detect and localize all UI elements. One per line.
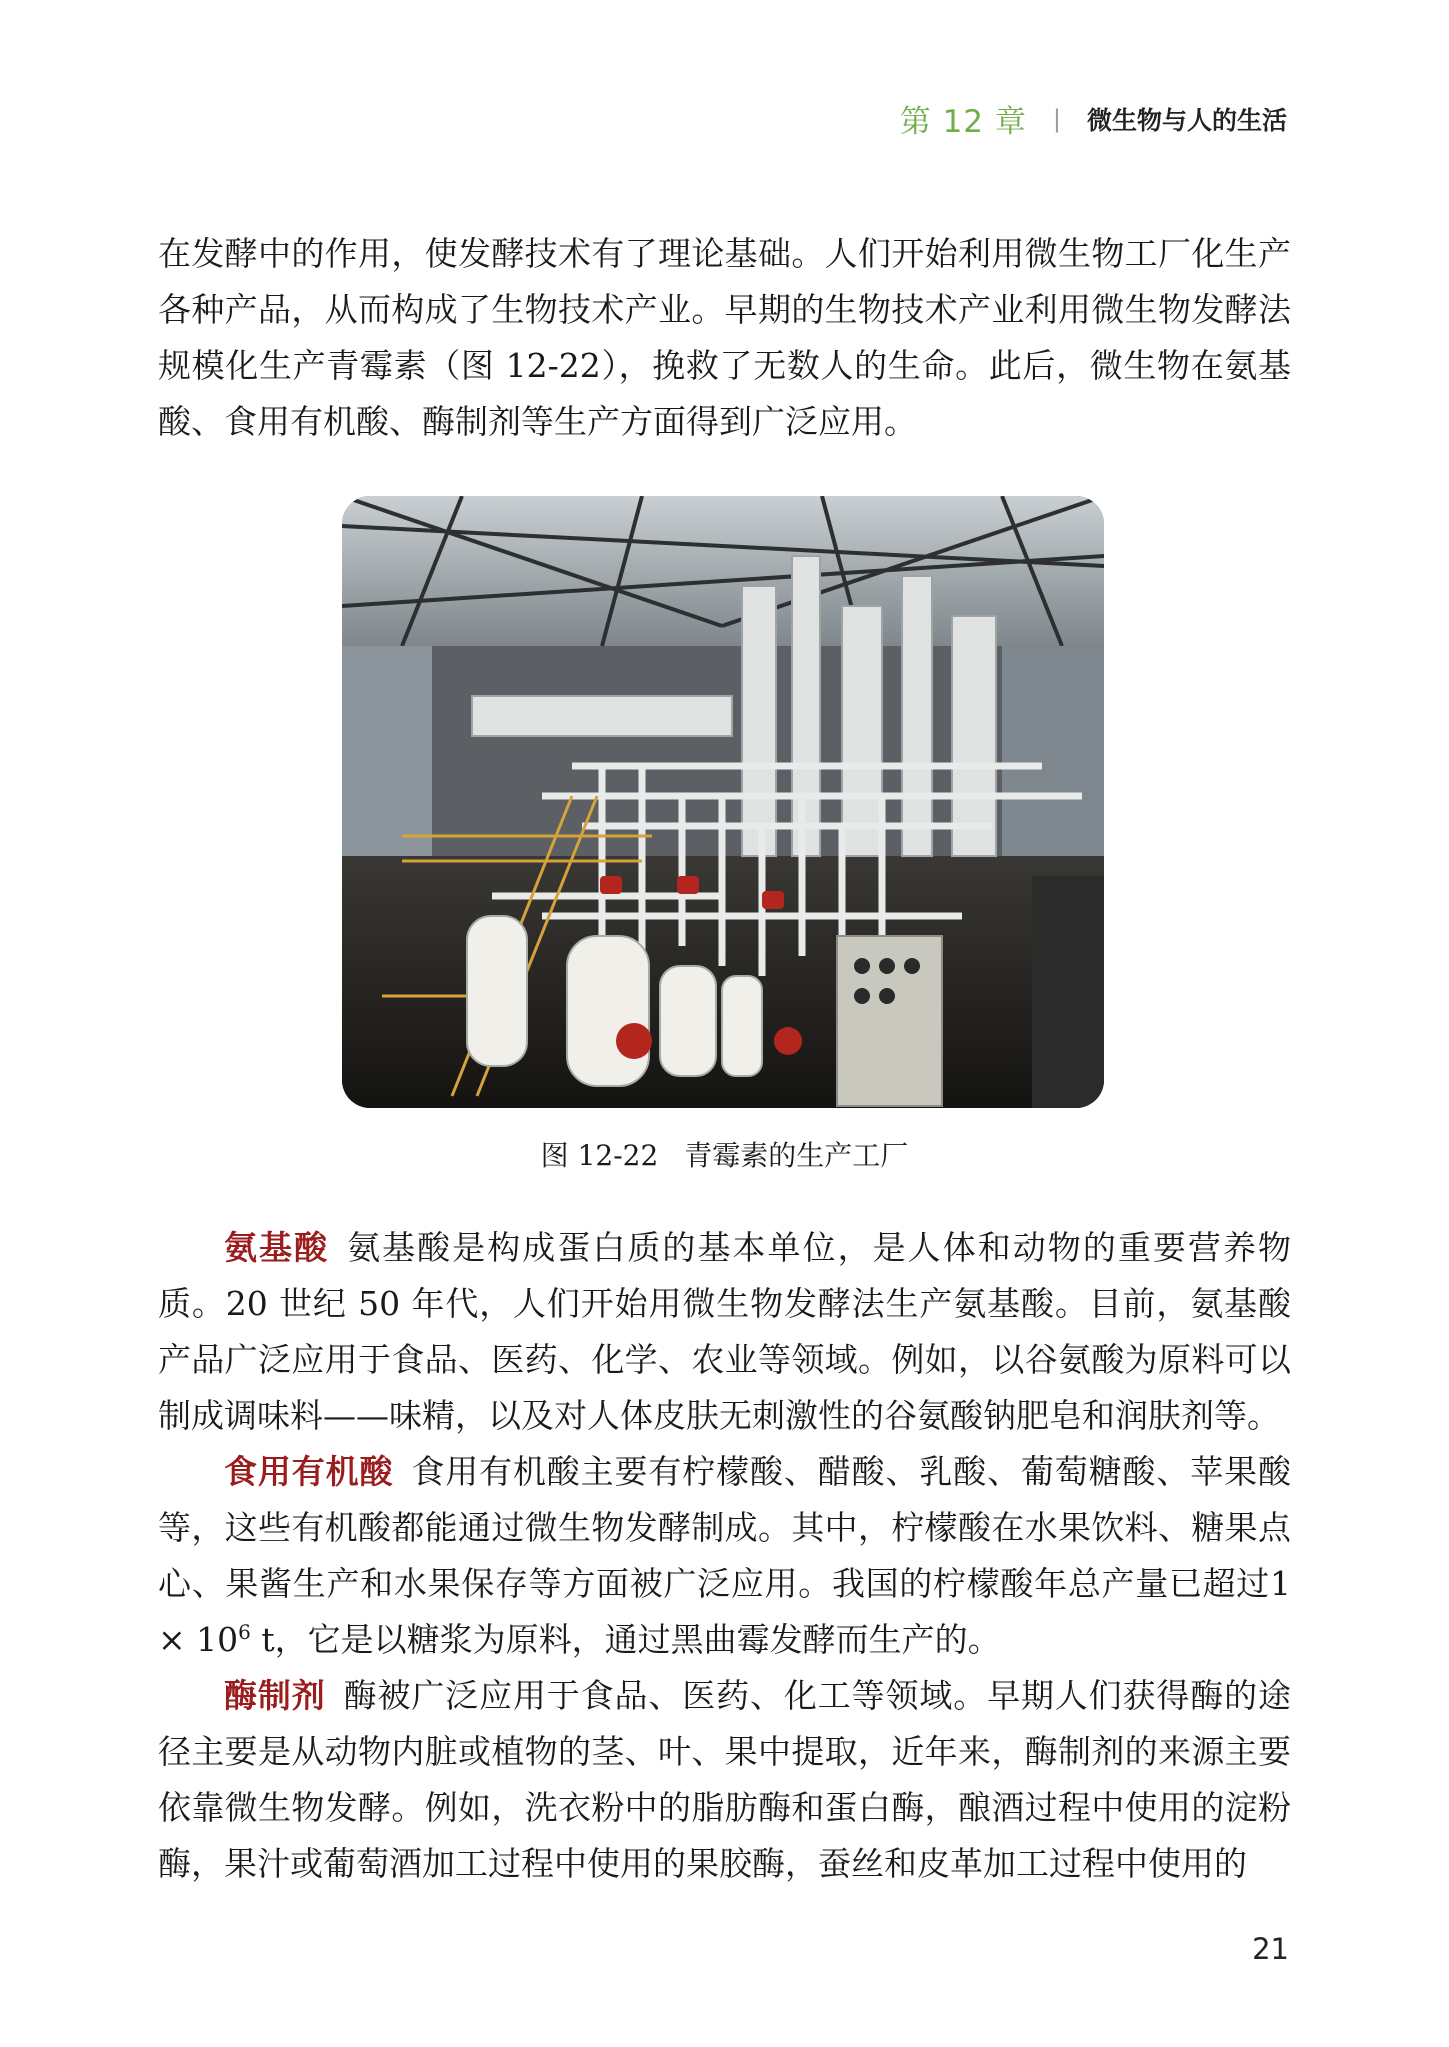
intro-paragraph: 在发酵中的作用，使发酵技术有了理论基础。人们开始利用微生物工厂化生产各种产品，从而构成了生物技术产业。早期的生物技术产业利用微生物发酵法规模化生产青霉素（图 12-22），挽救了无数人的生命。此后，微生物在氨基酸、食用有机酸、酶制剂等生产方面得到广泛应用。: [158, 234, 1291, 441]
quantity-exponent: 6: [238, 1620, 251, 1644]
organic-acid-text: 食用有机酸主要有柠檬酸、醋酸、乳酸、葡萄糖酸、苹果酸等，这些有机酸都能通过微生物发酵制成。其中，柠檬酸在水果饮料、糖果点心、果酱生产和水果保存等方面被广泛应用。我国的柠檬酸年总产量已超过: [158, 1452, 1292, 1603]
organic-acid-text-after: t，它是以糖浆为原料，通过黑曲霉发酵而生产的。: [250, 1620, 1001, 1659]
figure-caption-text: 青霉素的生产工厂: [684, 1139, 909, 1172]
organic-acid-paragraph: [158, 1444, 1291, 1668]
running-header: [900, 96, 1287, 141]
amino-acid-text: 氨基酸是构成蛋白质的基本单位，是人体和动物的重要营养物质。20 世纪 50 年代，人们开始用微生物发酵法生产氨基酸。目前，氨基酸产品广泛应用于食品、医药、化学、农业等领域。例如，以谷氨酸为原料可以制成调味料——味精，以及对人体皮肤无刺激性的谷氨酸钠肥皂和润肤剂等。: [158, 1228, 1292, 1435]
chapter-number: 第 12 章: [899, 104, 1027, 140]
enzyme-term: 酶制剂: [224, 1676, 326, 1715]
figure-caption: [0, 1134, 1449, 1174]
enzyme-text: 酶被广泛应用于食品、医药、化工等领域。早期人们获得酶的途径主要是从动物内脏或植物的茎、叶、果中提取，近年来，酶制剂的来源主要依靠微生物发酵。例如，洗衣粉中的脂肪酶和蛋白酶，酿酒过程中使用的淀粉酶，果汁或葡萄酒加工过程中使用的果胶酶，蚕丝和皮革加工过程中使用的: [158, 1676, 1292, 1883]
factory-photo: [342, 496, 1104, 1108]
page-number: 21: [1252, 1932, 1289, 1966]
quantity-base: 1 × 10: [158, 1564, 1291, 1659]
figure-label: 图 12-22: [540, 1139, 659, 1172]
chapter-title: 微生物与人的生活: [1086, 105, 1287, 135]
enzyme-paragraph: [158, 1668, 1291, 1892]
organic-acid-term: 食用有机酸: [224, 1452, 394, 1491]
header-divider: |: [1052, 104, 1061, 133]
amino-acid-paragraph: [158, 1220, 1291, 1444]
amino-acid-term: 氨基酸: [224, 1228, 330, 1267]
